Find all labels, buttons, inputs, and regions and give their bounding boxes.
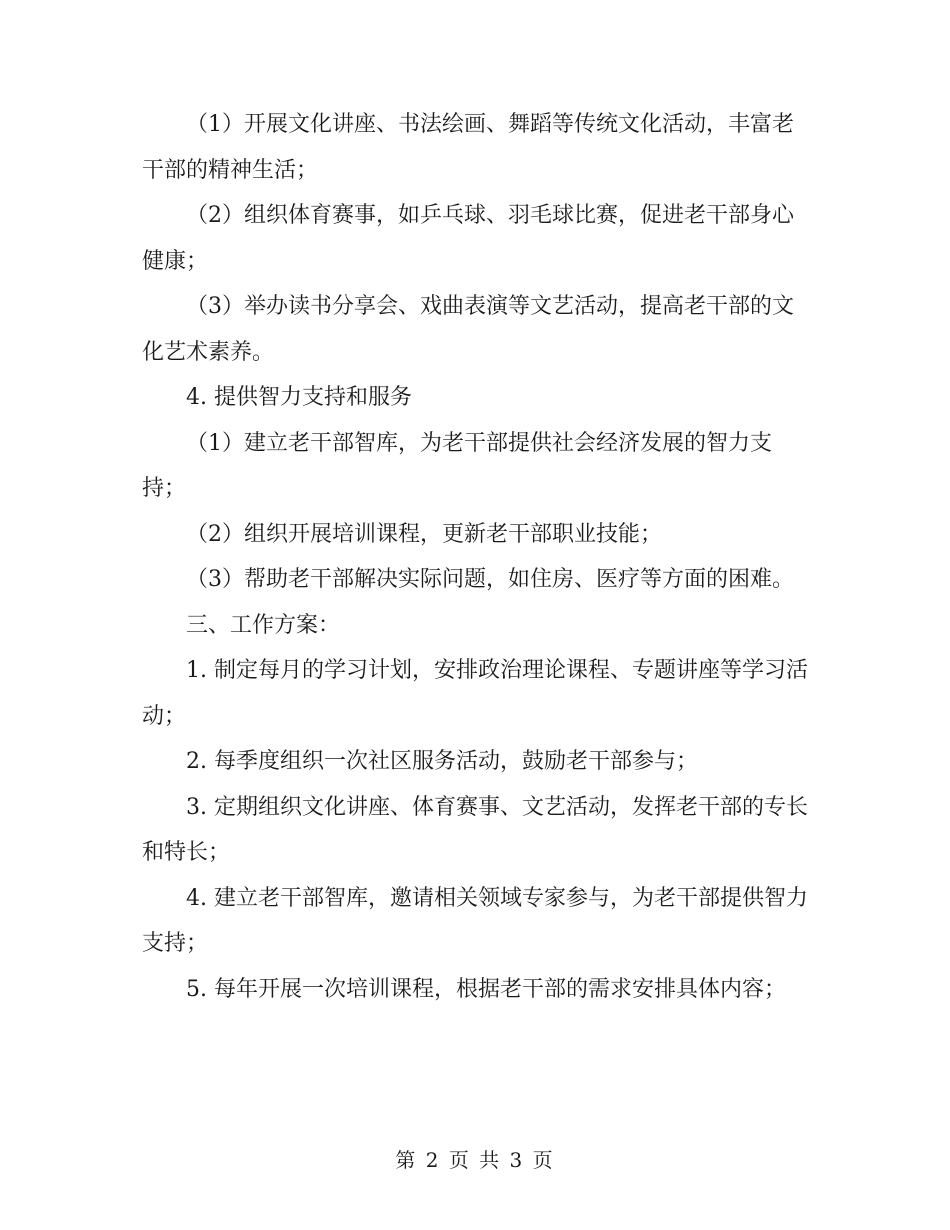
list-item-monthly-plan: 1. 制定每月的学习计划，安排政治理论课程、专题讲座等学习活动； [142,658,808,729]
list-item-regular-activities: 3. 定期组织文化讲座、体育赛事、文艺活动，发挥老干部的专长和特长； [142,794,808,865]
list-item-community-service: 2. 每季度组织一次社区服务活动，鼓励老干部参与； [186,749,698,774]
paragraph-culture-activities: （1）开展文化讲座、书法绘画、舞蹈等传统文化活动，丰富老干部的精神生活； [142,112,794,183]
list-item-think-tank: 4. 建立老干部智库，邀请相关领域专家参与，为老干部提供智力支持； [142,885,808,956]
paragraph-reading-sharing: （3）举办读书分享会、戏曲表演等文艺活动，提高老干部的文化艺术素养。 [142,294,794,365]
document-body [142,102,810,1012]
paragraph-think-tank: （1）建立老干部智库，为老干部提供社会经济发展的智力支持； [142,430,772,501]
list-item-annual-training: 5. 每年开展一次培训课程，根据老干部的需求安排具体内容； [186,976,786,1002]
page-number-footer: 第 2 页 共 3 页 [395,1148,555,1172]
heading-intellectual-support: 4. 提供智力支持和服务 [186,385,412,410]
heading-work-plan: 三、工作方案： [186,612,341,638]
paragraph-practical-problems: （3）帮助老干部解决实际问题，如住房、医疗等方面的困难。 [186,567,794,592]
paragraph-sports-events: （2）组织体育赛事，如乒乓球、羽毛球比赛，促进老干部身心健康； [142,203,794,274]
paragraph-training-courses: （2）组织开展培训课程，更新老干部职业技能； [186,521,662,547]
